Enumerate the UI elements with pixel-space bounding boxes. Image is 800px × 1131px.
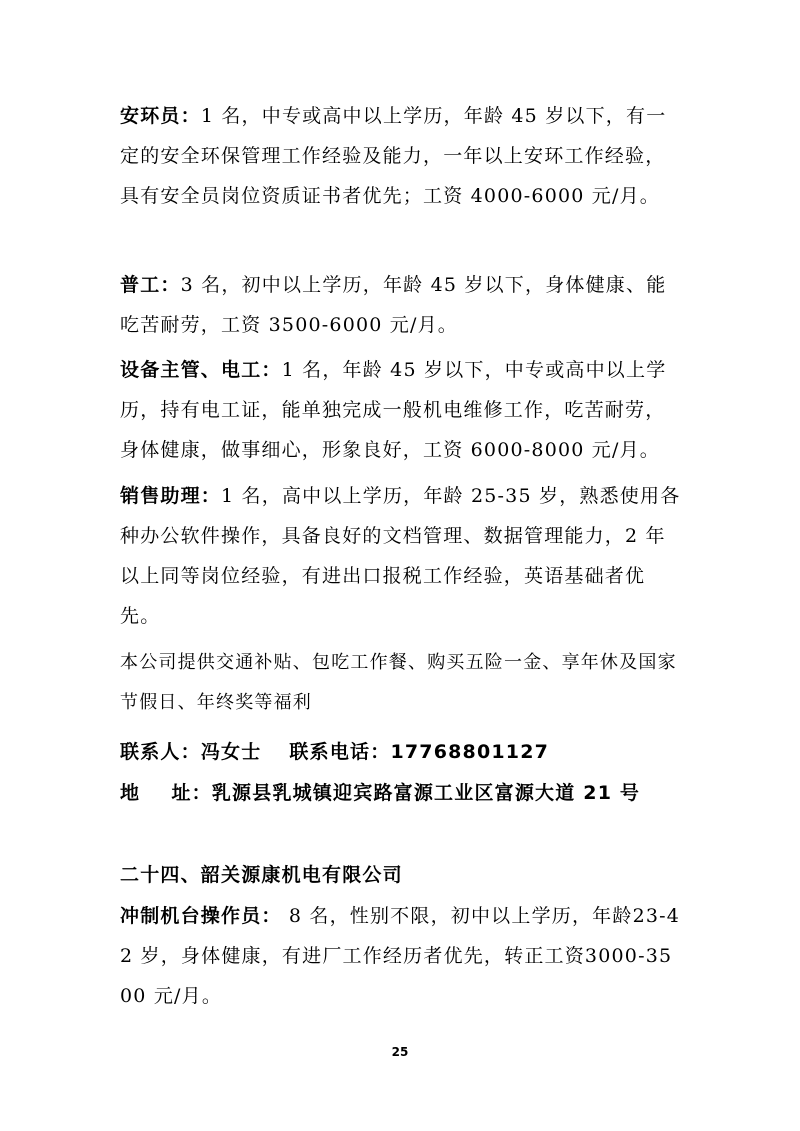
address-value: 乳源县乳城镇迎宾路富源工业区富源大道 21 号 <box>211 782 641 804</box>
benefits-paragraph: 本公司提供交通补贴、包吃工作餐、购买五险一金、享年休及国家节假日、年终奖等福利 <box>120 652 677 713</box>
job-title: 安环员： <box>120 105 201 127</box>
job-general-worker <box>120 265 684 345</box>
job-title: 冲制机台操作员： <box>120 905 282 927</box>
job-stamping-operator <box>120 896 684 1016</box>
company-heading: 二十四、韶关源康机电有限公司 <box>120 864 403 886</box>
job-description: 1 名，年龄 45 岁以下，中专或高中以上学历，持有电工证，能单独完成一般机电维修工作，吃苦耐劳，身体健康，做事细心，形象良好，工资 6000-8000 元/月。 <box>120 359 667 461</box>
page-number: 25 <box>391 1045 409 1059</box>
address-label: 地 址： <box>120 782 212 804</box>
job-title: 销售助理： <box>120 485 222 507</box>
job-equipment-supervisor <box>120 350 684 470</box>
address-line <box>120 778 640 805</box>
contact-phone-label: 联系电话： <box>289 741 391 763</box>
job-title: 设备主管、电工： <box>120 359 282 381</box>
job-description: 1 名，高中以上学历，年龄 25-35 岁，熟悉使用各种办公软件操作，具备良好的文档管理、数据管理能力，2 年以上同等岗位经验，有进出口报税工作经验，英语基础者优先。 <box>120 485 681 627</box>
job-safety-officer <box>120 96 684 216</box>
contact-phone: 17768801127 <box>390 741 550 763</box>
contact-person-label: 联系人： <box>120 741 201 763</box>
job-title: 普工： <box>120 274 181 296</box>
job-description: 1 名，中专或高中以上学历，年龄 45 岁以下，有一定的安全环保管理工作经验及能力，一年以上安环工作经验，具有安全员岗位资质证书者优先；工资 4000-6000 元/月。 <box>120 105 667 207</box>
job-sales-assistant <box>120 476 684 636</box>
job-description: 8 名，性别不限，初中以上学历，年龄23-42 岁，身体健康，有进厂工作经历者优先，转正工资3000-3500 元/月。 <box>120 905 681 1007</box>
contact-person: 冯女士 <box>200 741 262 763</box>
job-description: 3 名，初中以上学历，年龄 45 岁以下，身体健康、能吃苦耐劳，工资 3500-6000 元/月。 <box>120 274 667 336</box>
contact-line <box>120 737 549 764</box>
